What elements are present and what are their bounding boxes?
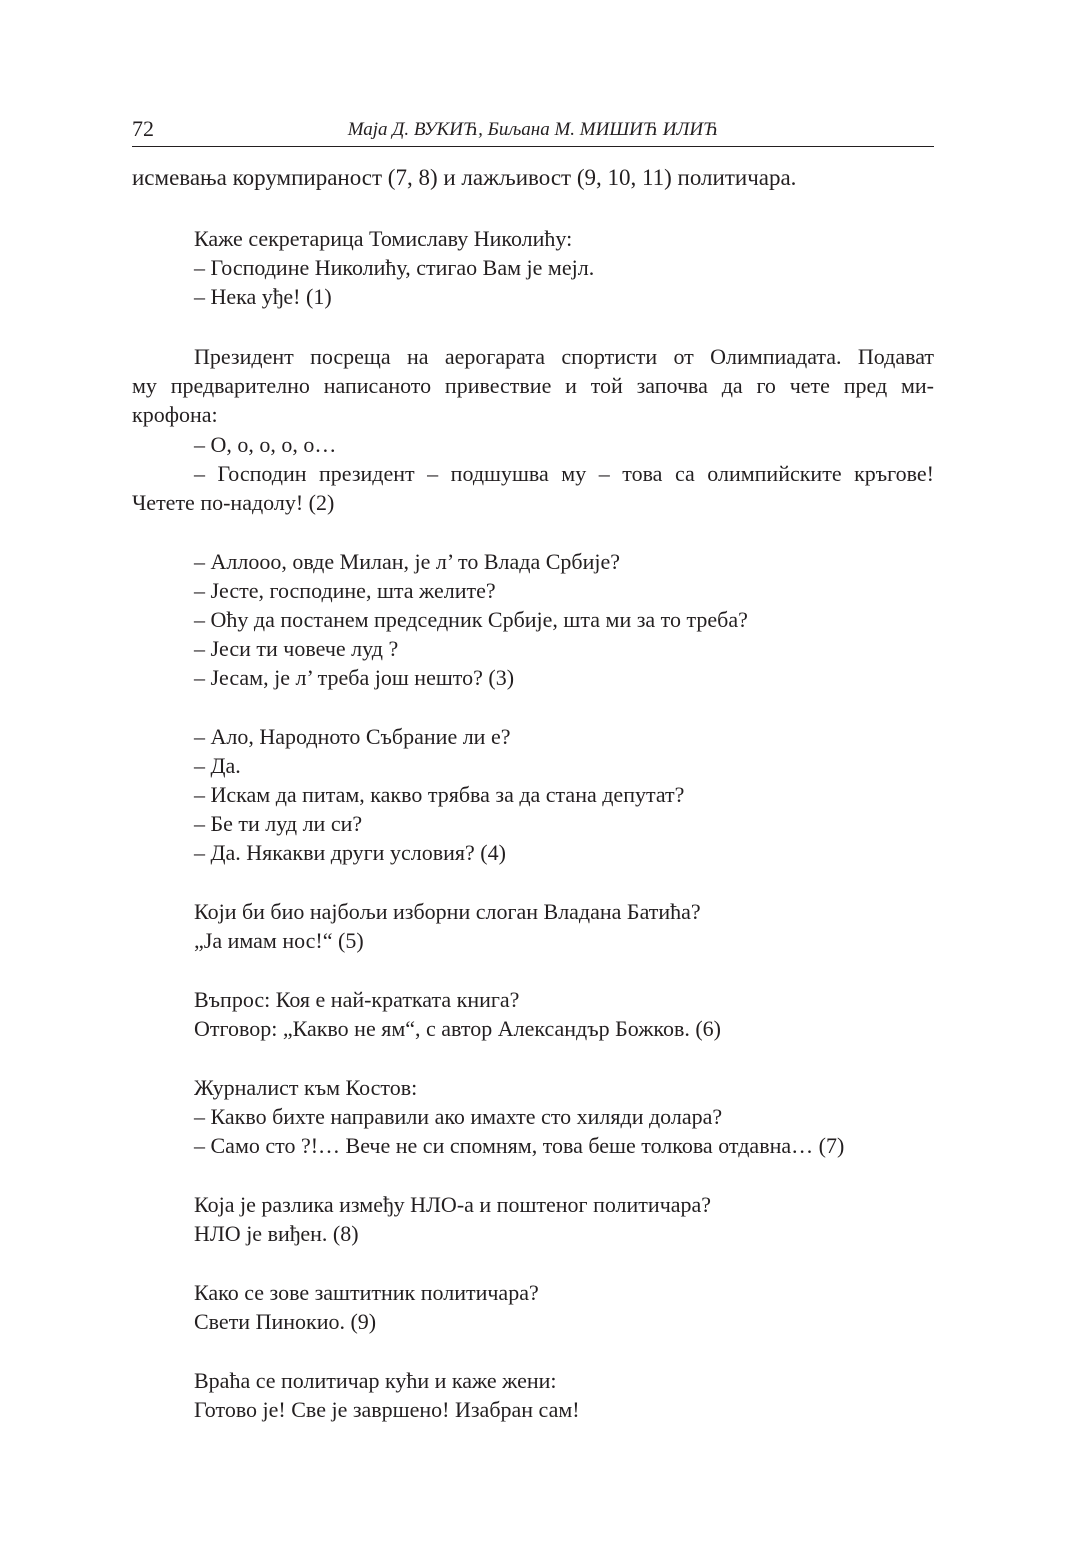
text-line: – Јеси ти човече луд ? (194, 636, 399, 661)
text-line: – Да. Някакви други условия? (4) (194, 840, 506, 865)
text-line: – Искам да питам, какво трябва за да стана депутат? (194, 782, 685, 807)
running-head: Маја Д. ВУКИЋ, Биљана М. МИШИЋ ИЛИЋ (347, 119, 719, 140)
text-line: – Јесам, је л’ треба још нешто? (3) (194, 665, 515, 690)
text-line: Четете по-надолу! (2) (132, 490, 335, 515)
text-line: Како се зове заштитник политичара? (194, 1280, 539, 1305)
text-line: – Јесте, господине, шта желите? (194, 578, 496, 603)
text-line: исмевања корумпираност (7, 8) и лажљивост (9, 10, 11) политичара. (132, 165, 797, 190)
page-header (132, 112, 934, 147)
text-line: – Господин президент – подшушва му – това са олимпийските кръгове! (194, 461, 934, 486)
text-line: – Какво бихте направили ако имахте сто хиляди долара? (194, 1104, 723, 1129)
text-line: Каже секретарица Томиславу Николићу: (194, 226, 573, 251)
text-line: – Само сто ?!… Вече не си спомням, това беше толкова отдавна… (7) (194, 1133, 845, 1158)
text-line: Въпрос: Коя е най-кратката книга? (194, 987, 520, 1012)
text-line: НЛО је виђен. (8) (194, 1221, 359, 1246)
page-number: 72 (132, 116, 154, 141)
text-line: – Оћу да постанем председник Србије, шта ми за то треба? (194, 607, 748, 632)
text-line: – Бе ти луд ли си? (194, 811, 363, 836)
text-line: Готово је! Све је завршено! Изабран сам! (194, 1397, 580, 1422)
text-line: му предварително написаното привествие и той започва да го чете пред ми- (132, 373, 934, 398)
text-line: – Да. (194, 753, 241, 778)
text-line: Који би био најбољи изборни слоган Владана Батића? (194, 899, 701, 924)
text-line: Отговор: „Какво не ям“, с автор Александър Божков. (6) (194, 1016, 722, 1041)
text-line: „Ја имам нос!“ (5) (194, 928, 364, 953)
text-line: – Господине Николићу, стигао Вам је мејл. (194, 255, 595, 280)
text-line: Враћа се политичар кући и каже жени: (194, 1368, 557, 1393)
text-line: – Нека уђе! (1) (194, 284, 332, 309)
text-line: Свети Пинокио. (9) (194, 1309, 377, 1334)
text-line: Журналист към Костов: (194, 1075, 418, 1100)
text-line: – Ало, Народното Събрание ли е? (194, 724, 511, 749)
text-line: – Аллооо, овде Милан, је л’ то Влада Србије? (194, 549, 621, 574)
text-line: – О, о, о, о, о… (194, 432, 337, 457)
text-line: крофона: (132, 402, 218, 427)
text-line: Президент посреща на аерогарата спортисти от Олимпиадата. Подават (194, 344, 934, 369)
text-line: Која је разлика између НЛО-а и поштеног политичара? (194, 1192, 712, 1217)
